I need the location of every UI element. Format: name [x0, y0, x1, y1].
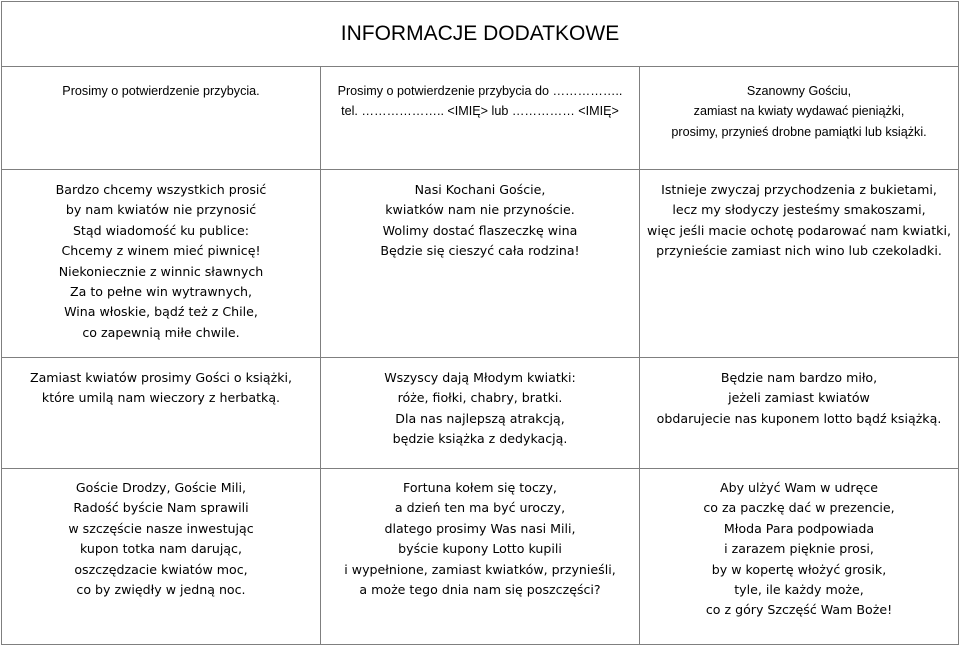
text-line: w szczęście nasze inwestując: [68, 520, 254, 536]
text-line: i wypełnione, zamiast kwiatków, przynieśli,: [344, 561, 616, 577]
text-line: lecz my słodyczy jesteśmy smakoszami,: [672, 202, 926, 218]
text-line: dlatego prosimy Was nasi Mili,: [384, 520, 576, 536]
text-line: Wolimy dostać flaszeczkę wina: [382, 222, 578, 238]
text-line: Fortuna kołem się toczy,: [403, 480, 557, 495]
text-line: kwiatków nam nie przynoście.: [385, 202, 575, 218]
text-line: Aby ulżyć Wam w udręce: [719, 480, 879, 495]
wine-bottle-poem: [321, 180, 639, 262]
text-line: Istnieje zwyczaj przychodzenia z bukietami,: [661, 182, 937, 197]
money-envelope-poem: [640, 478, 958, 621]
text-line: Szanowny Gościu,: [746, 84, 852, 98]
text-line: kupon totka nam darując,: [80, 541, 242, 557]
text-line: byście kupony Lotto kupili: [398, 541, 562, 557]
gift-request-text: [640, 81, 958, 142]
rsvp-contact-text: [321, 81, 639, 122]
text-line: tyle, ile każdy może,: [734, 582, 864, 598]
text-line: zamiast na kwiaty wydawać pieniążki,: [693, 104, 905, 119]
text-line: Chcemy z winem mieć piwnicę!: [61, 243, 261, 259]
text-line: Dla nas najlepszą atrakcją,: [395, 410, 565, 426]
text-line: Radość byście Nam sprawili: [73, 500, 249, 516]
text-line: a może tego dnia nam się poszczęści?: [359, 582, 601, 598]
title-cell: [2, 2, 959, 67]
text-line: by nam kwiatów nie przynosić: [65, 202, 257, 218]
text-line: oszczędzacie kwiatów moc,: [74, 561, 248, 577]
text-line: Niekoniecznie z winnic sławnych: [58, 263, 264, 279]
text-line: Będzie się cieszyć cała rodzina!: [380, 243, 580, 259]
info-table: [1, 1, 959, 645]
books-text: [2, 368, 320, 409]
text-line: róże, fiołki, chabry, bratki.: [397, 390, 563, 406]
cell-r1-c3: [640, 67, 959, 170]
cell-r3-c1: [2, 358, 321, 469]
cell-r4-c3: [640, 469, 959, 645]
books-poem: [321, 368, 639, 450]
text-line: Wina włoskie, bądź też z Chile,: [64, 304, 258, 320]
cell-r1-c1: [2, 67, 321, 170]
rsvp-text: [2, 81, 320, 101]
text-line: tel. ……………….. <IMIĘ> lub …………… <IMIĘ>: [341, 104, 619, 119]
text-line: prosimy, przynieś drobne pamiątki lub książki.: [671, 124, 927, 139]
cell-r3-c2: [321, 358, 640, 469]
cell-r3-c3: [640, 358, 959, 469]
text-line: Bardzo chcemy wszystkich prosić: [55, 182, 267, 197]
cell-r2-c3: [640, 170, 959, 358]
text-line: Nasi Kochani Goście,: [414, 182, 546, 197]
lotto-poem-2: [321, 478, 639, 600]
text-line: a dzień ten ma być uroczy,: [394, 500, 566, 516]
text-line: jeżeli zamiast kwiatów: [728, 390, 870, 406]
text-line: obdarujecie nas kuponem lotto bądź książką.: [656, 410, 942, 426]
text-line: Prosimy o potwierdzenie przybycia.: [62, 84, 260, 98]
cell-r1-c2: [321, 67, 640, 170]
text-line: będzie książka z dedykacją.: [392, 431, 568, 447]
text-line: Zamiast kwiatów prosimy Gości o książki,: [29, 370, 293, 385]
lotto-poem-1: [2, 478, 320, 600]
text-line: i zarazem pięknie prosi,: [724, 541, 874, 557]
wine-poem: [2, 180, 320, 343]
text-line: Stąd wiadomość ku publice:: [72, 222, 250, 238]
text-line: które umilą nam wieczory z herbatką.: [41, 390, 281, 406]
text-line: co zapewnią miłe chwile.: [82, 324, 240, 340]
lotto-or-book-text: [640, 368, 958, 429]
text-line: Będzie nam bardzo miło,: [720, 370, 878, 385]
text-line: Goście Drodzy, Goście Mili,: [75, 480, 247, 495]
sweets-poem: [640, 180, 958, 262]
page-title: INFORMACJE DODATKOWE: [340, 22, 620, 45]
text-line: Za to pełne win wytrawnych,: [69, 284, 253, 300]
text-line: więc jeśli macie ochotę podarować nam kwiatki,: [647, 222, 951, 238]
text-line: Wszyscy dają Młodym kwiatki:: [384, 370, 576, 385]
text-line: co za paczkę dać w prezencie,: [703, 500, 895, 516]
cell-r2-c2: [321, 170, 640, 358]
text-line: Młoda Para podpowiada: [723, 520, 875, 536]
text-line: przynieście zamiast nich wino lub czekoladki.: [656, 243, 942, 259]
text-line: by w kopertę włożyć grosik,: [711, 561, 887, 577]
text-line: co by zwiędły w jedną noc.: [76, 582, 246, 598]
text-line: co z góry Szczęść Wam Boże!: [705, 602, 893, 618]
cell-r4-c1: [2, 469, 321, 645]
cell-r4-c2: [321, 469, 640, 645]
cell-r2-c1: [2, 170, 321, 358]
text-line: Prosimy o potwierdzenie przybycia do ……………..: [337, 84, 623, 98]
